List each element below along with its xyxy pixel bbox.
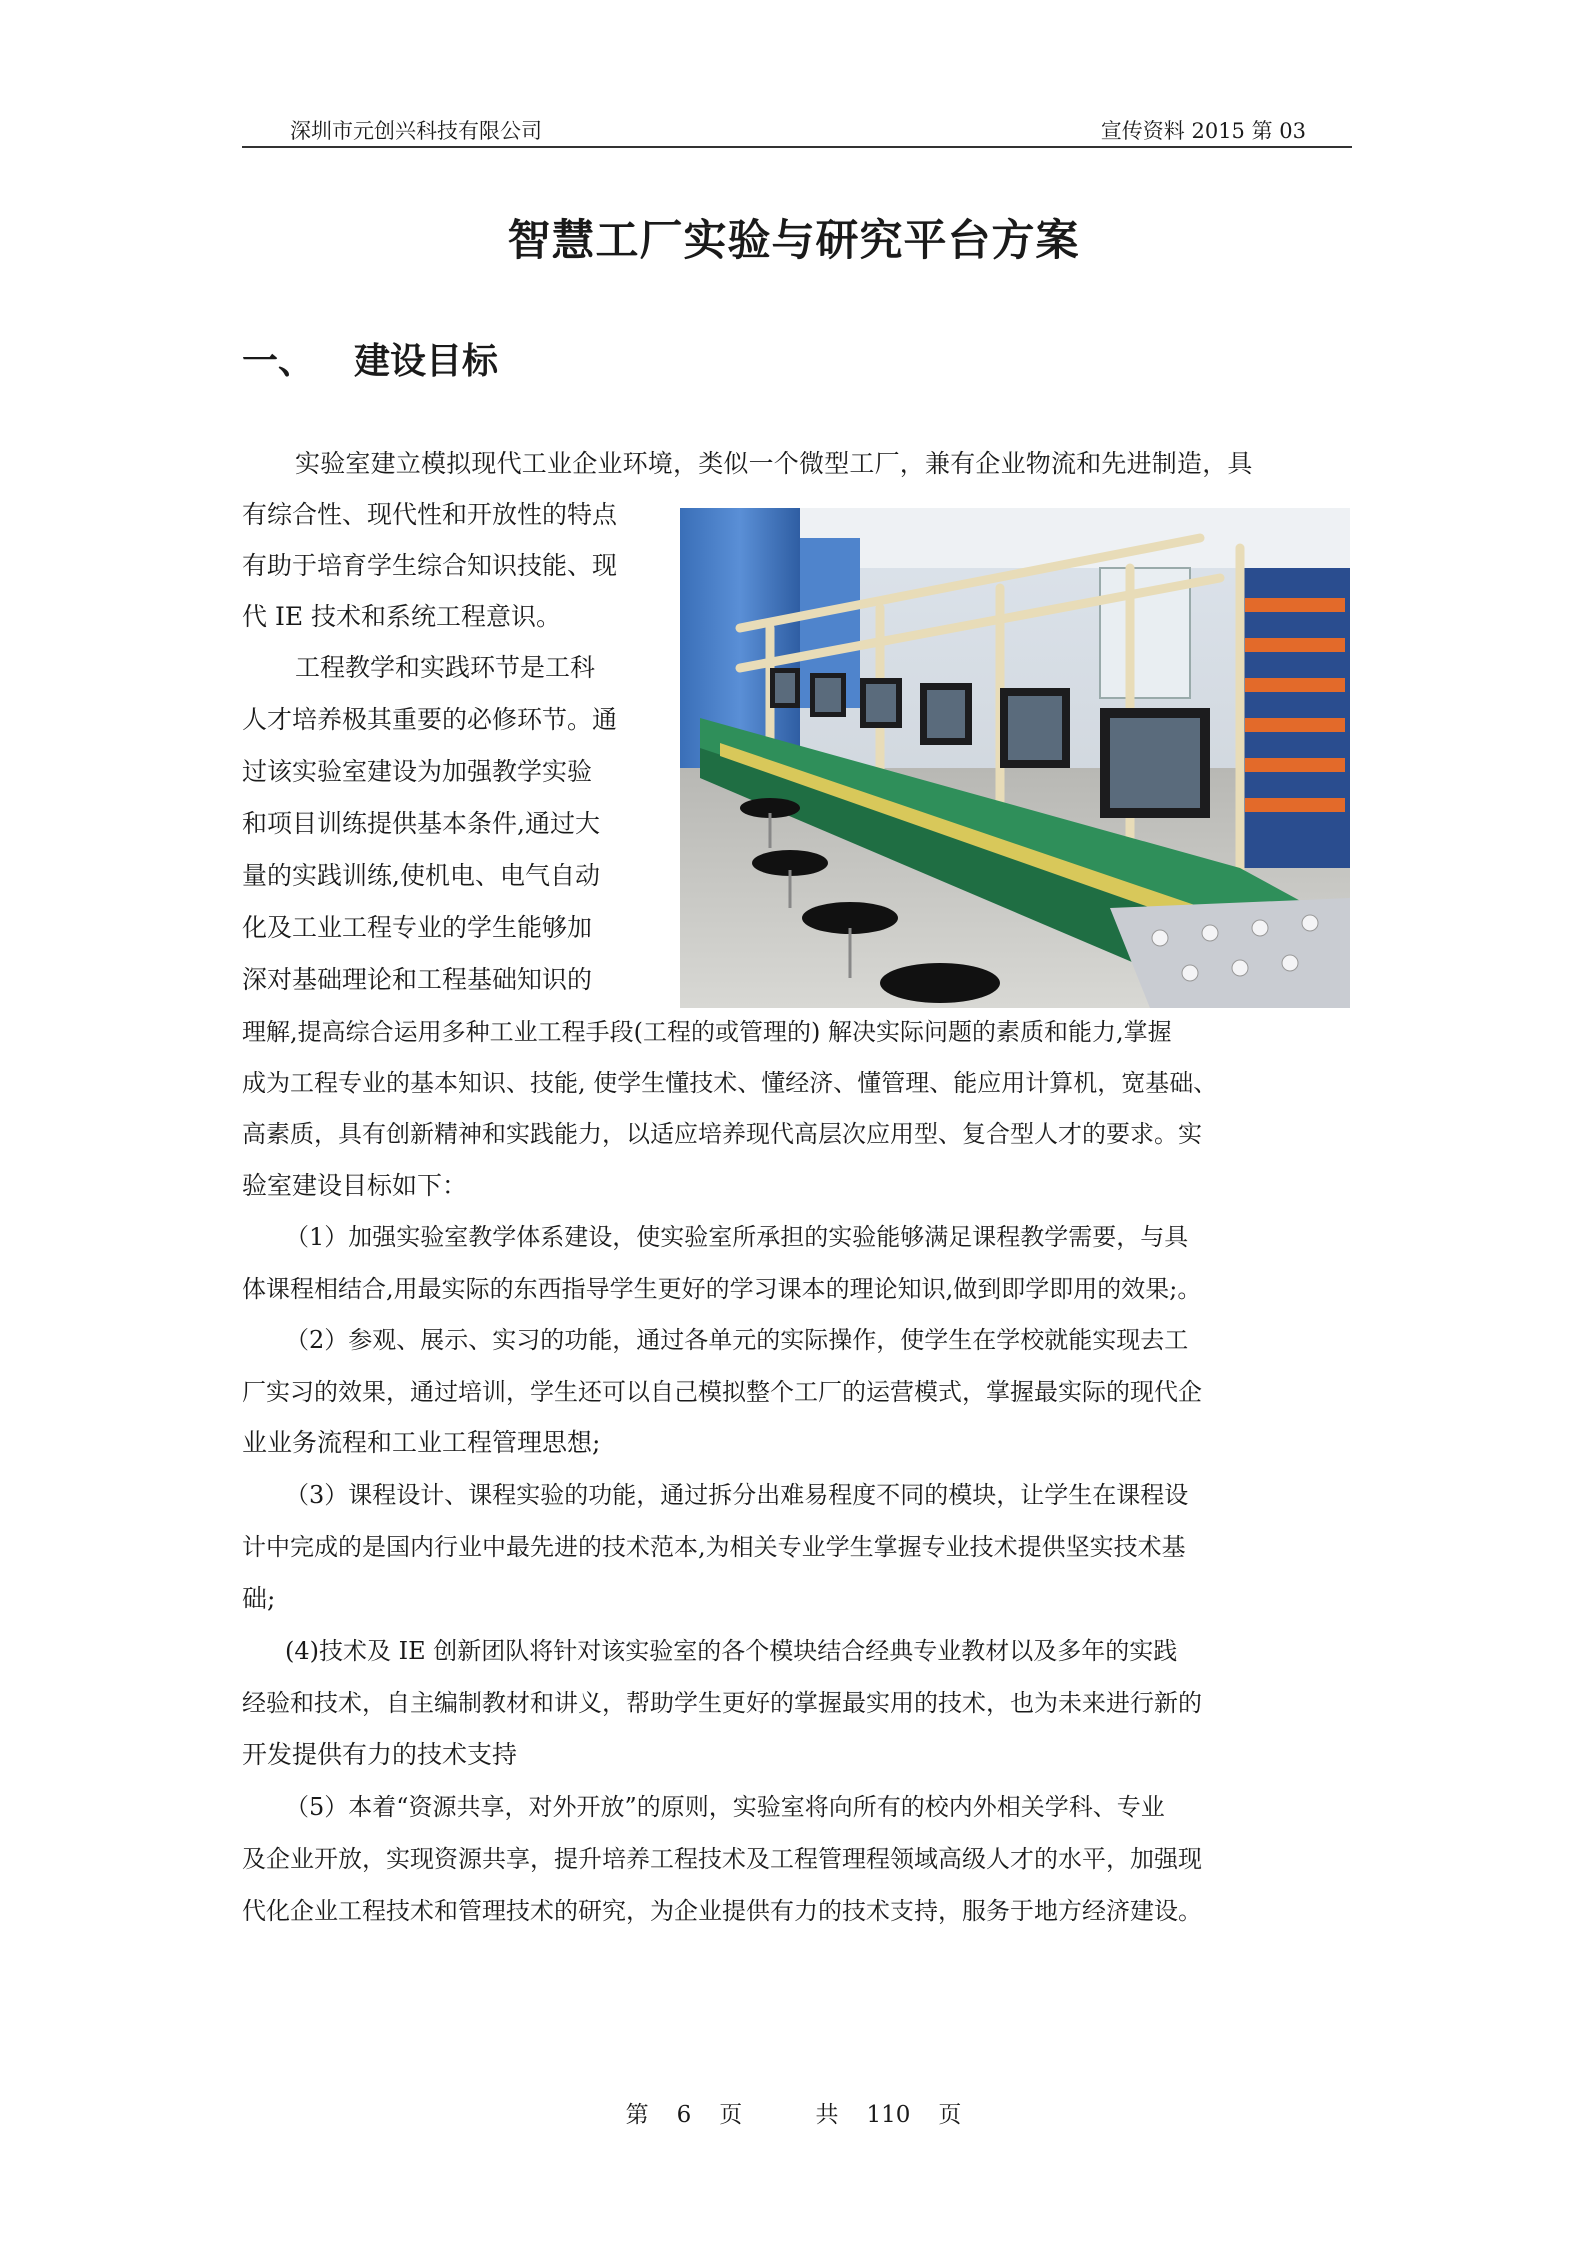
paragraph-line: 体课程相结合,用最实际的东西指导学生更好的学习课本的理论知识,做到即学即用的效果;。 xyxy=(242,1275,1202,1303)
footer-gong: 共 xyxy=(815,2102,839,2128)
company-name: 深圳市元创兴科技有限公司 xyxy=(290,119,542,143)
page-footer xyxy=(0,2096,1587,2129)
paragraph-line: （2）参观、展示、实习的功能，通过各单元的实际操作，使学生在学校就能实现去工 xyxy=(285,1326,1189,1354)
issue-label: 宣传资料 2015 第 03 xyxy=(1100,119,1306,143)
paragraph-line: 量的实践训练,使机电、电气自动 xyxy=(242,861,600,890)
paragraph-line: 实验室建立模拟现代工业企业环境，类似一个微型工厂，兼有企业物流和先进制造，具 xyxy=(295,449,1253,478)
paragraph-line: 成为工程专业的基本知识、技能, 使学生懂技术、懂经济、懂管理、能应用计算机，宽基础、 xyxy=(242,1069,1218,1097)
paragraph-line: （3）课程设计、课程实验的功能，通过拆分出难易程度不同的模块，让学生在课程设 xyxy=(285,1481,1189,1509)
paragraph-line: 业业务流程和工业工程管理思想; xyxy=(242,1428,601,1457)
paragraph-line: 有综合性、现代性和开放性的特点 xyxy=(242,500,618,529)
paragraph-line: 代 IE 技术和系统工程意识。 xyxy=(242,602,562,631)
section-title: 建设目标 xyxy=(354,341,499,382)
paragraph-line: 础; xyxy=(242,1584,276,1613)
paragraph-line: 理解,提高综合运用多种工业工程手段(工程的或管理的) 解决实际问题的素质和能力,掌握 xyxy=(242,1018,1172,1046)
section-heading xyxy=(242,333,498,384)
paragraph-line: 人才培养极其重要的必修环节。通 xyxy=(242,705,618,734)
page-number: 6 xyxy=(676,2102,692,2128)
paragraph-line: 高素质，具有创新精神和实践能力，以适应培养现代高层次应用型、复合型人才的要求。实 xyxy=(242,1120,1202,1148)
page-header xyxy=(242,112,1352,148)
document-title: 智慧工厂实验与研究平台方案 xyxy=(507,216,1080,266)
paragraph-line: 有助于培育学生综合知识技能、现 xyxy=(242,551,618,580)
total-pages: 110 xyxy=(866,2102,911,2128)
paragraph-line: (4)技术及 IE 创新团队将针对该实验室的各个模块结合经典专业教材以及多年的实践 xyxy=(285,1637,1178,1665)
paragraph-line: 化及工业工程专业的学生能够加 xyxy=(242,913,593,942)
paragraph-line: （1）加强实验室教学体系建设，使实验室所承担的实验能够满足课程教学需要，与具 xyxy=(285,1223,1189,1251)
section-number: 一、 xyxy=(242,341,315,382)
footer-ye: 页 xyxy=(719,2102,743,2128)
footer-di: 第 xyxy=(625,2102,649,2128)
paragraph-line: 过该实验室建设为加强教学实验 xyxy=(242,757,593,786)
footer-ye2: 页 xyxy=(938,2102,962,2128)
paragraph-line: 和项目训练提供基本条件,通过大 xyxy=(242,809,600,838)
paragraph-line: 工程教学和实践环节是工科 xyxy=(295,653,596,682)
paragraph-line: （5）本着“资源共享，对外开放”的原则，实验室将向所有的校内外相关学科、专业 xyxy=(285,1793,1165,1821)
paragraph-line: 验室建设目标如下： xyxy=(242,1171,468,1200)
paragraph-line: 经验和技术，自主编制教材和讲义，帮助学生更好的掌握最实用的技术，也为未来进行新的 xyxy=(242,1689,1202,1717)
paragraph-line: 及企业开放，实现资源共享，提升培养工程技术及工程管理程领域高级人才的水平，加强现 xyxy=(242,1845,1202,1873)
paragraph-line: 代化企业工程技术和管理技术的研究，为企业提供有力的技术支持，服务于地方经济建设。 xyxy=(242,1897,1202,1925)
paragraph-line: 深对基础理论和工程基础知识的 xyxy=(242,965,593,994)
paragraph-line: 开发提供有力的技术支持 xyxy=(242,1740,518,1769)
paragraph-line: 计中完成的是国内行业中最先进的技术范本,为相关专业学生掌握专业技术提供坚实技术基 xyxy=(242,1533,1186,1561)
paragraph-line: 厂实习的效果，通过培训，学生还可以自己模拟整个工厂的运营模式，掌握最实际的现代企 xyxy=(242,1378,1202,1406)
lab-photo xyxy=(680,508,1350,1008)
